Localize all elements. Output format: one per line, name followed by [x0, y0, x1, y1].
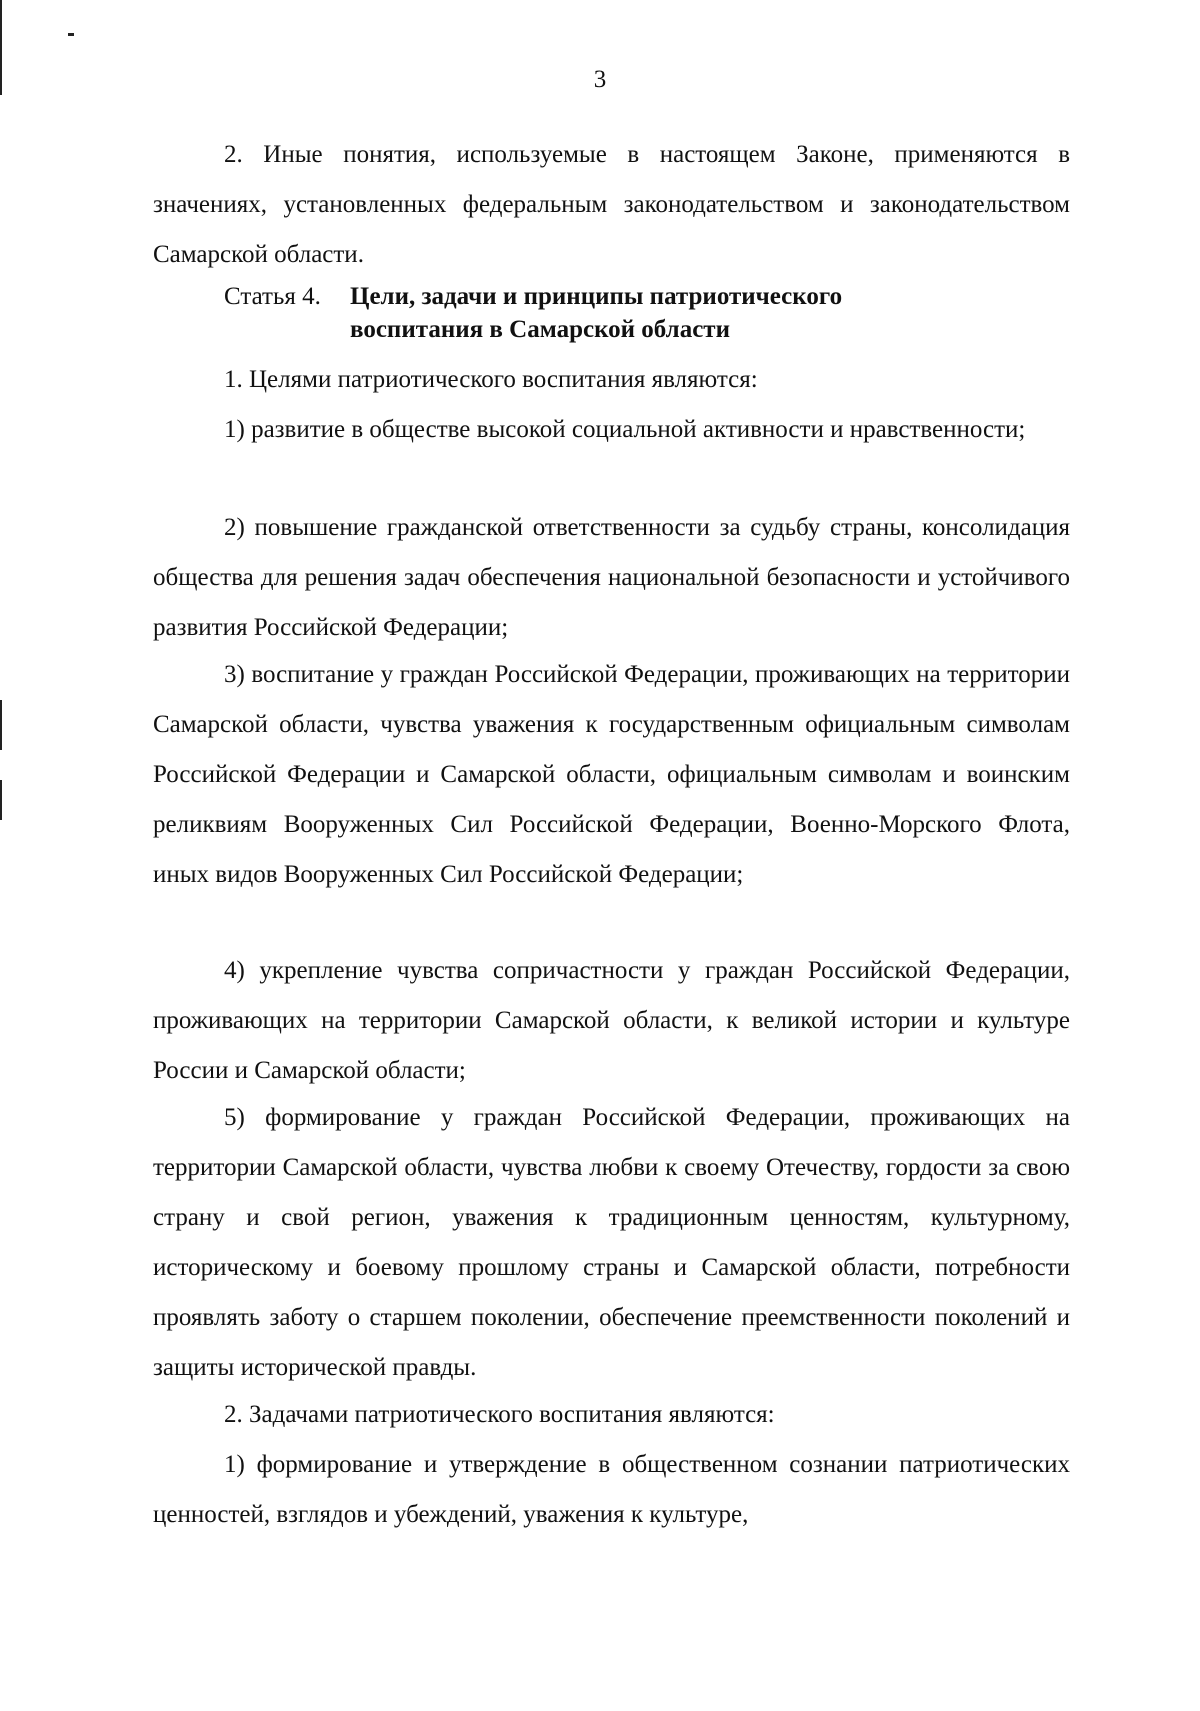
paragraph-concepts: 2. Иные понятия, используемые в настоящем Законе, применяются в значениях, установленных федеральным законодательством и законодательством Самарской области.: [153, 141, 1070, 268]
page-number: 3: [593, 66, 607, 93]
goal-item: 3) воспитание у граждан Российской Федерации, проживающих на территории Самарской области, чувства уважения к государственным официальным символам Российской Федерации и Самарской области, официальным символам и воинским реликвиям Вооруженных Сил Российской Федерации, Военно-Морского Флота, иных видов Вооруженных Сил Российской Федерации;: [153, 661, 1070, 888]
goals-intro: 1. Целями патриотического воспитания являются:: [224, 366, 758, 393]
article-title-line-1: Цели, задачи и принципы патриотического: [350, 283, 843, 310]
scan-edge-mark: [0, 700, 2, 750]
scan-dot: [68, 33, 74, 36]
task-item: 1) формирование и утверждение в общественном сознании патриотических ценностей, взглядов и убеждений, уважения к культуре,: [153, 1451, 1070, 1528]
goal-item: 2) повышение гражданской ответственности за судьбу страны, консолидация общества для решения задач обеспечения национальной безопасности и устойчивого развития Российской Федерации;: [153, 514, 1070, 641]
goal-item: 4) укрепление чувства сопричастности у граждан Российской Федерации, проживающих на территории Самарской области, к великой истории и культуре России и Самарской области;: [153, 957, 1070, 1084]
article-title-line-2: воспитания в Самарской области: [350, 316, 730, 343]
article-label: Статья 4.: [224, 283, 321, 310]
tasks-intro: 2. Задачами патриотического воспитания являются:: [224, 1401, 775, 1428]
goal-item: 5) формирование у граждан Российской Федерации, проживающих на территории Самарской области, чувства любви к своему Отечеству, гордости за свою страну и свой регион, уважения к традиционным ценностям, культурному, историческому и боевому прошлому страны и Самарской области, потребности проявлять заботу о старшем поколении, обеспечение преемственности поколений и защиты исторической правды.: [153, 1104, 1070, 1381]
article-title: [350, 280, 1070, 346]
goal-item: 1) развитие в обществе высокой социальной активности и нравственности;: [224, 416, 1026, 443]
scan-edge-mark: [0, 780, 2, 820]
